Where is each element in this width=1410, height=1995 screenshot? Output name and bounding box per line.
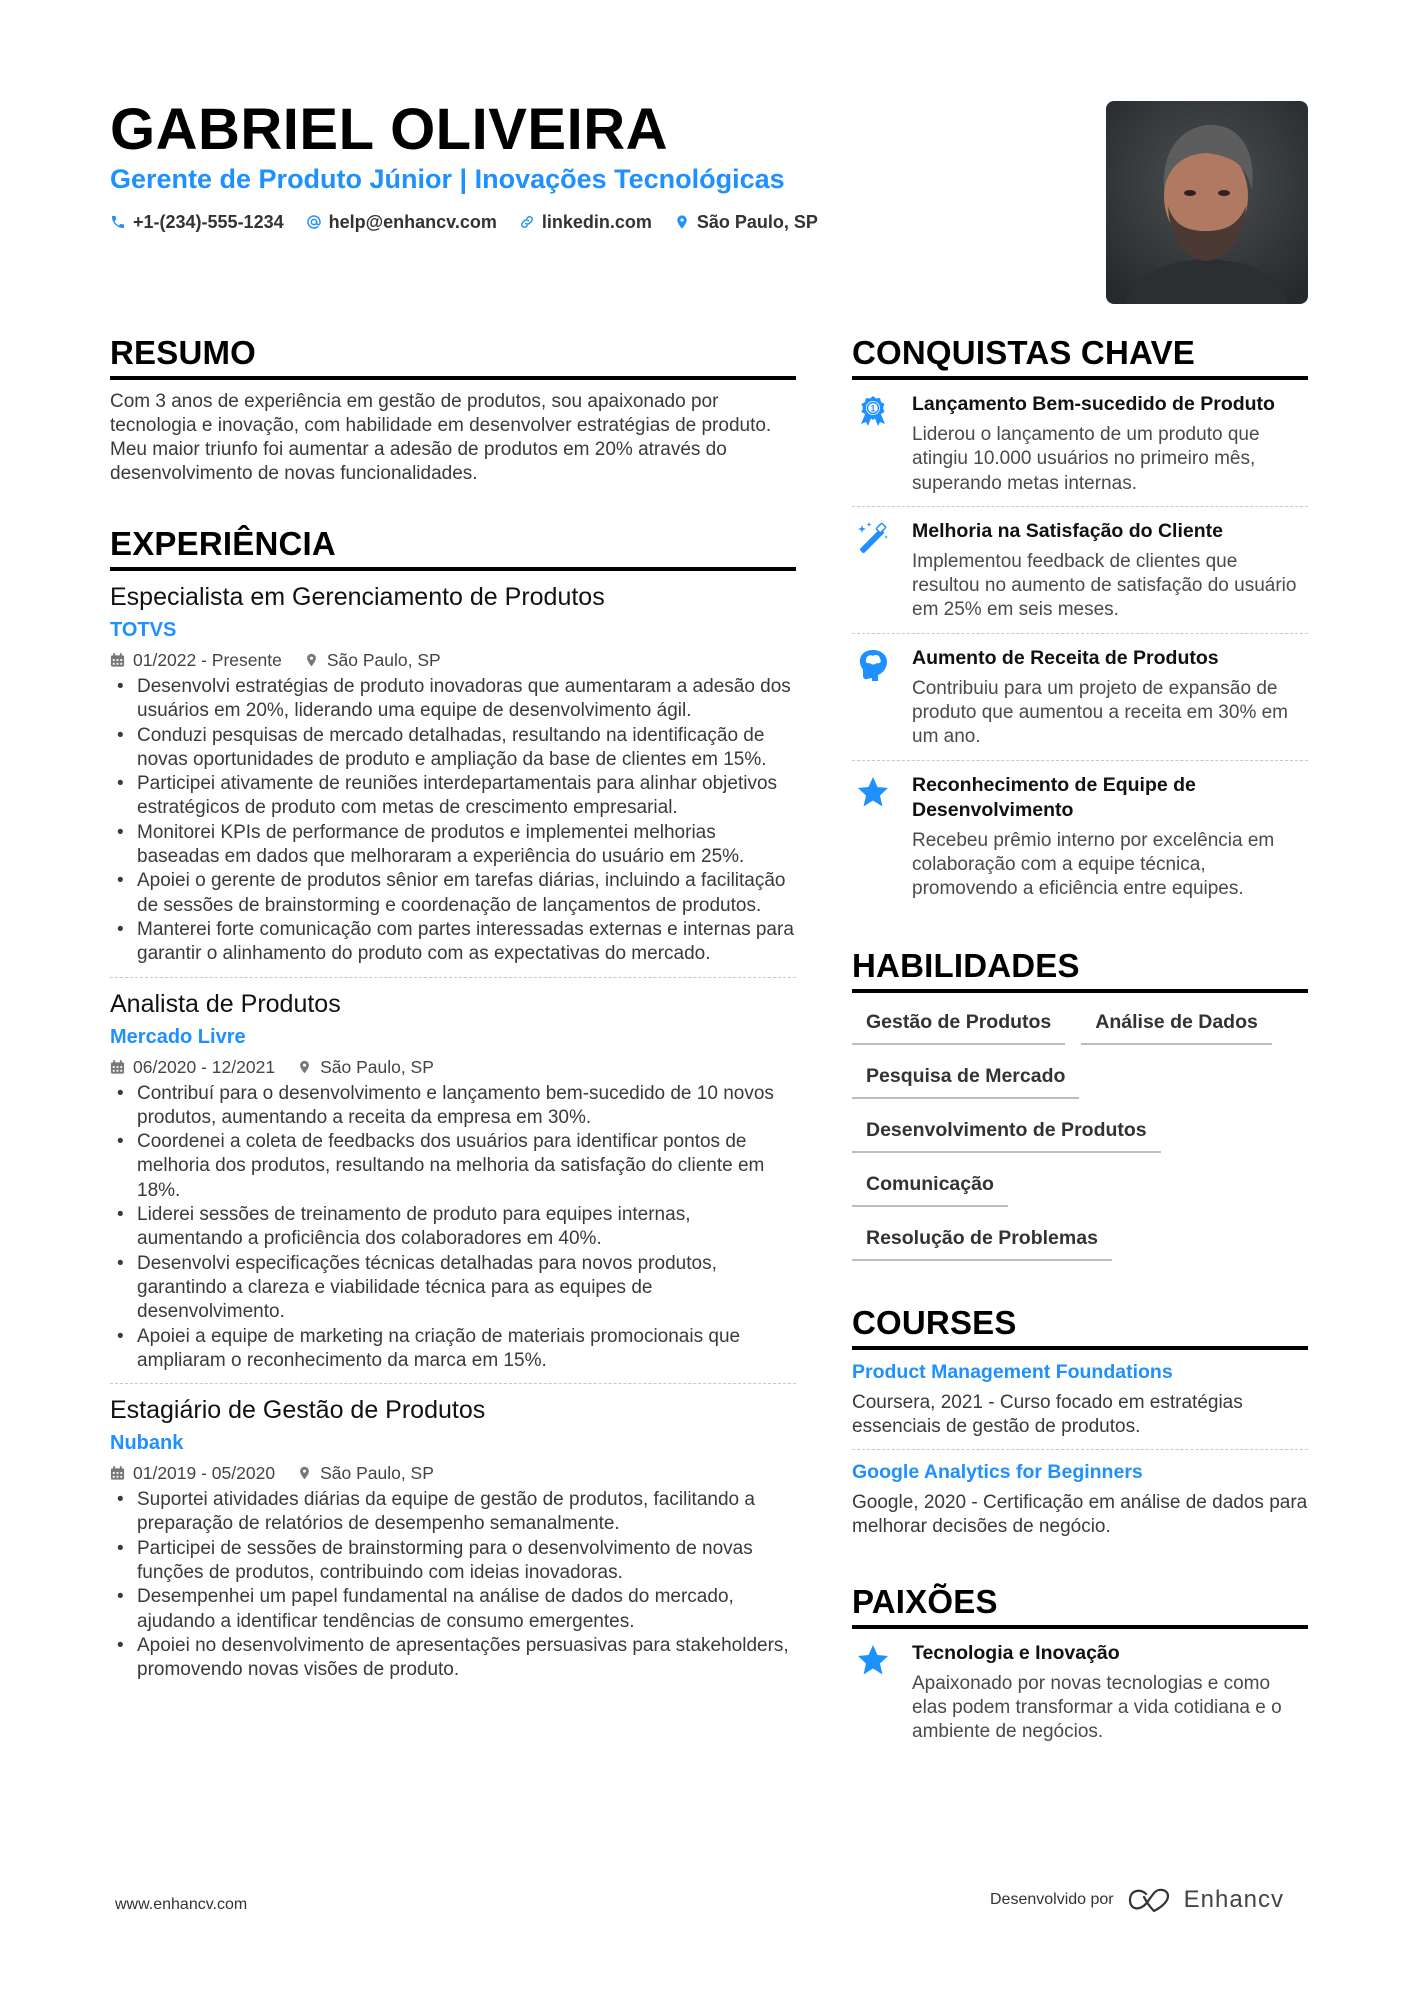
- job-bullet: • Desenvolvi especificações técnicas detalhadas para novos produtos, garantindo a clareza e viabilidade técnica para as equipes de desenvolvimento.: [110, 1252, 796, 1325]
- passions-heading: PAIXÕES: [852, 1582, 1308, 1629]
- experience-heading: EXPERIÊNCIA: [110, 524, 796, 571]
- courses-section: [852, 1303, 1308, 1550]
- achievements-heading: CONQUISTAS CHAVE: [852, 333, 1308, 380]
- company-name[interactable]: TOTVS: [110, 619, 177, 641]
- job-bullets: [110, 675, 796, 967]
- skill-tag: Análise de Dados: [1081, 1005, 1272, 1045]
- job-location: [297, 1056, 434, 1078]
- candidate-name: GABRIEL OLIVEIRA: [110, 97, 668, 162]
- job-bullet: • Apoiei no desenvolvimento de apresentações persuasivas para stakeholders, promovendo novas visões de produto.: [110, 1634, 796, 1683]
- company-name[interactable]: Nubank: [110, 1432, 184, 1455]
- contact-email[interactable]: [306, 210, 497, 234]
- passions-section: [852, 1582, 1308, 1755]
- contact-linkedin[interactable]: [519, 210, 652, 234]
- location-icon: [297, 1059, 312, 1075]
- job-location-text: São Paulo, SP: [320, 1463, 434, 1484]
- course-description: Google, 2020 - Certificação em análise de dados para melhorar decisões de negócio.: [852, 1492, 1308, 1538]
- enhancv-brand: Enhancv: [1183, 1886, 1285, 1913]
- course-list: [852, 1350, 1308, 1550]
- phone-text: +1-(234)-555-1234: [133, 212, 284, 232]
- job-bullet: • Coordenei a coleta de feedbacks dos usuários para identificar pontos de melhoria dos produtos, resultando na melhoria da satisfação do cliente em 18%.: [110, 1130, 796, 1203]
- at-icon: [306, 214, 322, 230]
- skill-tag: Resolução de Problemas: [852, 1221, 1112, 1261]
- svg-text:1: 1: [870, 403, 876, 414]
- course-title[interactable]: Google Analytics for Beginners: [852, 1461, 1143, 1484]
- job-location: [297, 1462, 434, 1484]
- location-text: São Paulo, SP: [696, 212, 818, 232]
- company-name[interactable]: Mercado Livre: [110, 1025, 246, 1048]
- calendar-icon: [110, 1059, 125, 1075]
- job-bullet: • Suportei atividades diárias da equipe de gestão de produtos, facilitando a preparação de relatórios de desempenho semanalmente.: [110, 1488, 796, 1537]
- job-bullet: • Conduzi pesquisas de mercado detalhadas, resultando na identificação de novas oportunidades de produto e ampliação da base de clientes em 15%.: [110, 724, 796, 773]
- enhancv-logo-icon: [1126, 1887, 1172, 1913]
- summary-text: Com 3 anos de experiência em gestão de produtos, sou apaixonado por tecnologia e inovação, com habilidade em desenvolver estratégias de produto. Meu maior triunfo foi aumentar a adesão de produtos em 20% através do desenvolvimento de novas funcionalidades.: [110, 391, 772, 484]
- job-bullets: [110, 1082, 796, 1374]
- achievements-section: [852, 333, 1308, 912]
- achievement-body: [912, 392, 1308, 496]
- job-bullet: • Participei de sessões de brainstorming para o desenvolvimento de novas funções de produtos, contribuindo com ideias inovadoras.: [110, 1537, 796, 1586]
- job-dates-text: 01/2019 - 05/2020: [133, 1463, 276, 1484]
- job-title: Analista de Produtos: [110, 989, 341, 1018]
- powered-by-label: Desenvolvido por: [990, 1891, 1114, 1908]
- job-bullets: [110, 1488, 796, 1682]
- achievement-item: [852, 380, 1308, 507]
- location-icon: [297, 1465, 312, 1481]
- skill-tag: Gestão de Produtos: [852, 1005, 1065, 1045]
- job-bullet: • Monitorei KPIs de performance de produtos e implementei melhorias baseadas em dados que melhoraram a experiência do usuário em 25%.: [110, 821, 796, 870]
- job-title: Especialista em Gerenciamento de Produtos: [110, 583, 605, 611]
- passion-description: Apaixonado por novas tecnologias e como elas podem transformar a vida cotidiana e o ambiente de negócios.: [912, 1672, 1282, 1743]
- skills-section: [852, 946, 1308, 1275]
- achievement-body: [912, 519, 1308, 623]
- job-bullet: • Contribuí para o desenvolvimento e lançamento bem-sucedido de 10 novos produtos, aumentando a receita da empresa em 30%.: [110, 1082, 796, 1131]
- achievement-title: Lançamento Bem-sucedido de Produto: [912, 393, 1275, 415]
- job-meta: [110, 1462, 796, 1484]
- left-column: [110, 333, 796, 1731]
- achievement-body: [912, 646, 1308, 750]
- achievement-item: [852, 634, 1308, 761]
- achievement-list: [852, 380, 1308, 912]
- skill-tag: Desenvolvimento de Produtos: [852, 1113, 1161, 1153]
- achievement-title: Reconhecimento de Equipe de Desenvolvimento: [912, 773, 1196, 821]
- job-bullet: • Liderei sessões de treinamento de produto para equipes internas, aumentando a proficiência dos colaboradores em 40%.: [110, 1203, 796, 1252]
- achievement-item: [852, 507, 1308, 634]
- location-icon: [304, 652, 319, 668]
- summary-section: [110, 333, 796, 486]
- job-entry: [110, 978, 796, 1385]
- calendar-icon: [110, 1465, 125, 1481]
- star-icon: [852, 773, 912, 902]
- skill-list: [852, 1005, 1308, 1275]
- contact-location: [674, 210, 818, 234]
- footer-branding: [990, 1886, 1284, 1914]
- achievement-description: Implementou feedback de clientes que resultou no aumento de satisfação do usuário em 25% em seis meses.: [912, 550, 1297, 621]
- job-location-text: São Paulo, SP: [326, 650, 441, 670]
- achievement-description: Contribuiu para um projeto de expansão de produto que aumentou a receita em 30% em um ano.: [912, 677, 1289, 748]
- courses-heading: COURSES: [852, 1303, 1308, 1350]
- job-bullet: • Manterei forte comunicação com partes interessadas externas e internas para garantir o alinhamento do produto com as expectativas do mercado.: [110, 918, 796, 967]
- magic-wand-icon: [852, 519, 912, 623]
- job-dates: [110, 1462, 275, 1484]
- job-location-text: São Paulo, SP: [320, 1056, 434, 1077]
- job-bullet: • Desenvolvi estratégias de produto inovadoras que aumentaram a adesão dos usuários em 20%, liderando uma equipe de desenvolvimento ágil.: [110, 675, 796, 724]
- phone-icon: [110, 214, 126, 230]
- job-meta: [110, 1056, 796, 1078]
- achievement-item: [852, 761, 1308, 912]
- course-item: [852, 1350, 1308, 1451]
- contact-phone[interactable]: [110, 210, 284, 234]
- course-item: [852, 1450, 1308, 1550]
- job-entry: [110, 1384, 796, 1692]
- footer-website[interactable]: www.enhancv.com: [115, 1896, 248, 1913]
- contact-row: [110, 210, 818, 234]
- job-location: [304, 649, 441, 671]
- job-title: Estagiário de Gestão de Produtos: [110, 1396, 486, 1425]
- calendar-icon: [110, 652, 125, 668]
- passion-body: [912, 1641, 1308, 1745]
- brain-head-icon: [852, 646, 912, 750]
- skill-tag: Comunicação: [852, 1167, 1008, 1207]
- job-bullet: • Desempenhei um papel fundamental na análise de dados do mercado, ajudando a identificar tendências de consumo emergentes.: [110, 1585, 796, 1634]
- course-description: Coursera, 2021 - Curso focado em estratégias essenciais de gestão de produtos.: [852, 1391, 1243, 1437]
- job-dates: [110, 1056, 275, 1078]
- job-dates-text: 06/2020 - 12/2021: [133, 1056, 276, 1077]
- achievement-title: Melhoria na Satisfação do Cliente: [912, 519, 1223, 542]
- passion-item: [852, 1629, 1308, 1755]
- achievement-title: Aumento de Receita de Produtos: [912, 646, 1219, 669]
- job-list: [110, 571, 796, 1693]
- location-icon: [674, 214, 690, 230]
- experience-section: [110, 524, 796, 1693]
- candidate-title: Gerente de Produto Júnior | Inovações Tecnológicas: [110, 164, 785, 194]
- achievement-description: Recebeu prêmio interno por excelência em colaboração com a equipe técnica, promovendo a eficiência entre equipes.: [912, 829, 1275, 900]
- award-ribbon-icon: [852, 392, 912, 496]
- passion-title: Tecnologia e Inovação: [912, 1641, 1120, 1664]
- link-icon: [519, 214, 535, 230]
- job-bullet: • Apoiei o gerente de produtos sênior em tarefas diárias, incluindo a facilitação de sessões de brainstorming e coordenação de lançamentos de produtos.: [110, 869, 796, 918]
- summary-heading: RESUMO: [110, 333, 796, 380]
- right-column: [852, 333, 1308, 1793]
- star-icon: [852, 1641, 912, 1745]
- achievement-description: Liderou o lançamento de um produto que atingiu 10.000 usuários no primeiro mês, superando metas internas.: [912, 424, 1260, 494]
- job-entry: [110, 571, 796, 978]
- passion-list: [852, 1629, 1308, 1755]
- job-meta: [110, 649, 796, 671]
- job-bullet: • Participei ativamente de reuniões interdepartamentais para alinhar objetivos estratégicos de produto com metas de crescimento empresarial.: [110, 772, 796, 821]
- course-title[interactable]: Product Management Foundations: [852, 1360, 1173, 1383]
- job-bullet: • Apoiei a equipe de marketing na criação de materiais promocionais que ampliaram o reconhecimento da marca em 15%.: [110, 1325, 796, 1374]
- achievement-body: [912, 773, 1308, 902]
- job-dates: [110, 649, 282, 671]
- profile-photo: [1106, 101, 1308, 304]
- linkedin-text: linkedin.com: [541, 212, 652, 232]
- skill-tag: Pesquisa de Mercado: [852, 1059, 1079, 1099]
- email-text: help@enhancv.com: [328, 212, 497, 232]
- skills-heading: HABILIDADES: [852, 946, 1308, 993]
- job-dates-text: 01/2022 - Presente: [133, 650, 282, 670]
